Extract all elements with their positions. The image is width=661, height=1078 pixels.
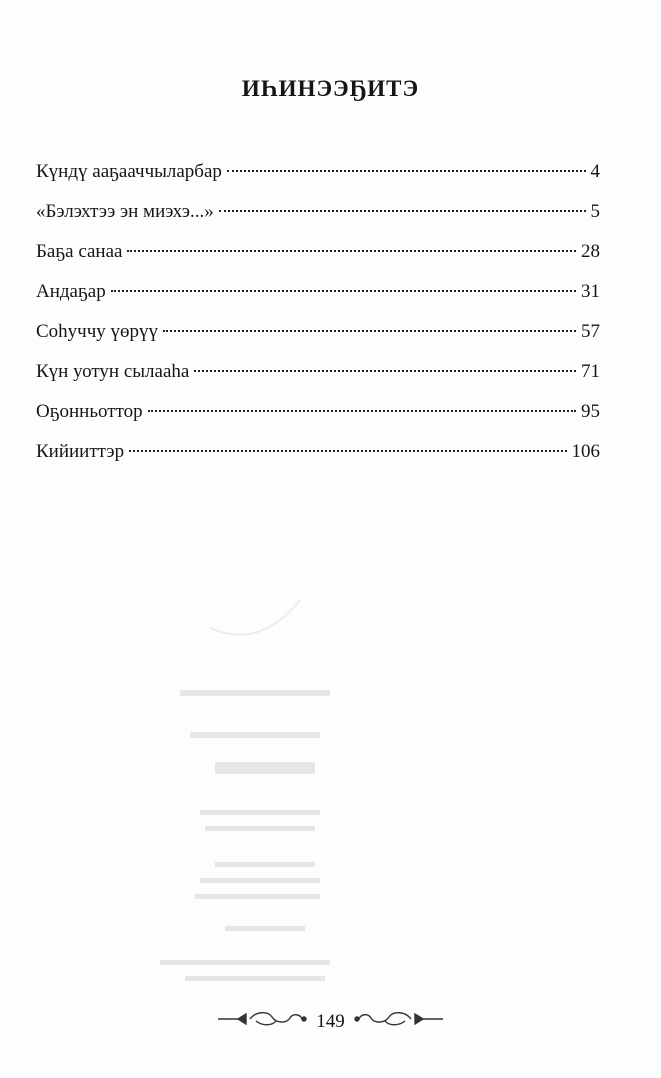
- dot-leader: [194, 370, 576, 372]
- toc-entry-page: 31: [581, 281, 600, 302]
- flourish-right-icon: [353, 1009, 445, 1034]
- toc-entry-page: 106: [571, 441, 600, 462]
- toc-entry-title: Кийииттэр: [36, 441, 125, 462]
- toc-entry-title: Күндү ааҕааччыларбар: [36, 161, 222, 182]
- page-footer: [0, 1009, 661, 1034]
- toc-entry-title: Оҕонньоттор: [36, 401, 143, 422]
- toc-entry[interactable]: [36, 352, 600, 392]
- toc-entry-title: «Бэлэхтээ эн миэхэ...»: [36, 201, 214, 222]
- page-number: 149: [316, 1010, 345, 1032]
- toc-entry-page: 5: [590, 201, 600, 222]
- toc-entry-title: Күн уотун сылааһа: [36, 361, 190, 382]
- toc-entry[interactable]: [36, 432, 600, 472]
- flourish-left-icon: [216, 1009, 308, 1034]
- toc-entry-page: 28: [581, 241, 600, 262]
- toc-entry-page: 4: [590, 161, 600, 182]
- toc-entry[interactable]: [36, 272, 600, 312]
- dot-leader: [111, 290, 576, 292]
- table-of-contents: [36, 152, 600, 472]
- toc-entry[interactable]: [36, 312, 600, 352]
- toc-entry-page: 71: [581, 361, 600, 382]
- toc-entry[interactable]: [36, 392, 600, 432]
- dot-leader: [127, 250, 576, 252]
- toc-entry[interactable]: [36, 152, 600, 192]
- dot-leader: [129, 450, 566, 452]
- toc-entry-page: 57: [581, 321, 600, 342]
- toc-entry[interactable]: [36, 232, 600, 272]
- dot-leader: [227, 170, 586, 172]
- dot-leader: [148, 410, 576, 412]
- toc-entry-page: 95: [581, 401, 600, 422]
- toc-entry-title: Андаҕар: [36, 281, 106, 302]
- toc-entry[interactable]: [36, 192, 600, 232]
- page-title: ИҺИНЭЭҔИТЭ: [241, 76, 420, 101]
- dot-leader: [219, 210, 586, 212]
- toc-entry-title: Соһуччу үөрүү: [36, 321, 159, 342]
- dot-leader: [163, 330, 576, 332]
- toc-entry-title: Баҕа санаа: [36, 241, 123, 262]
